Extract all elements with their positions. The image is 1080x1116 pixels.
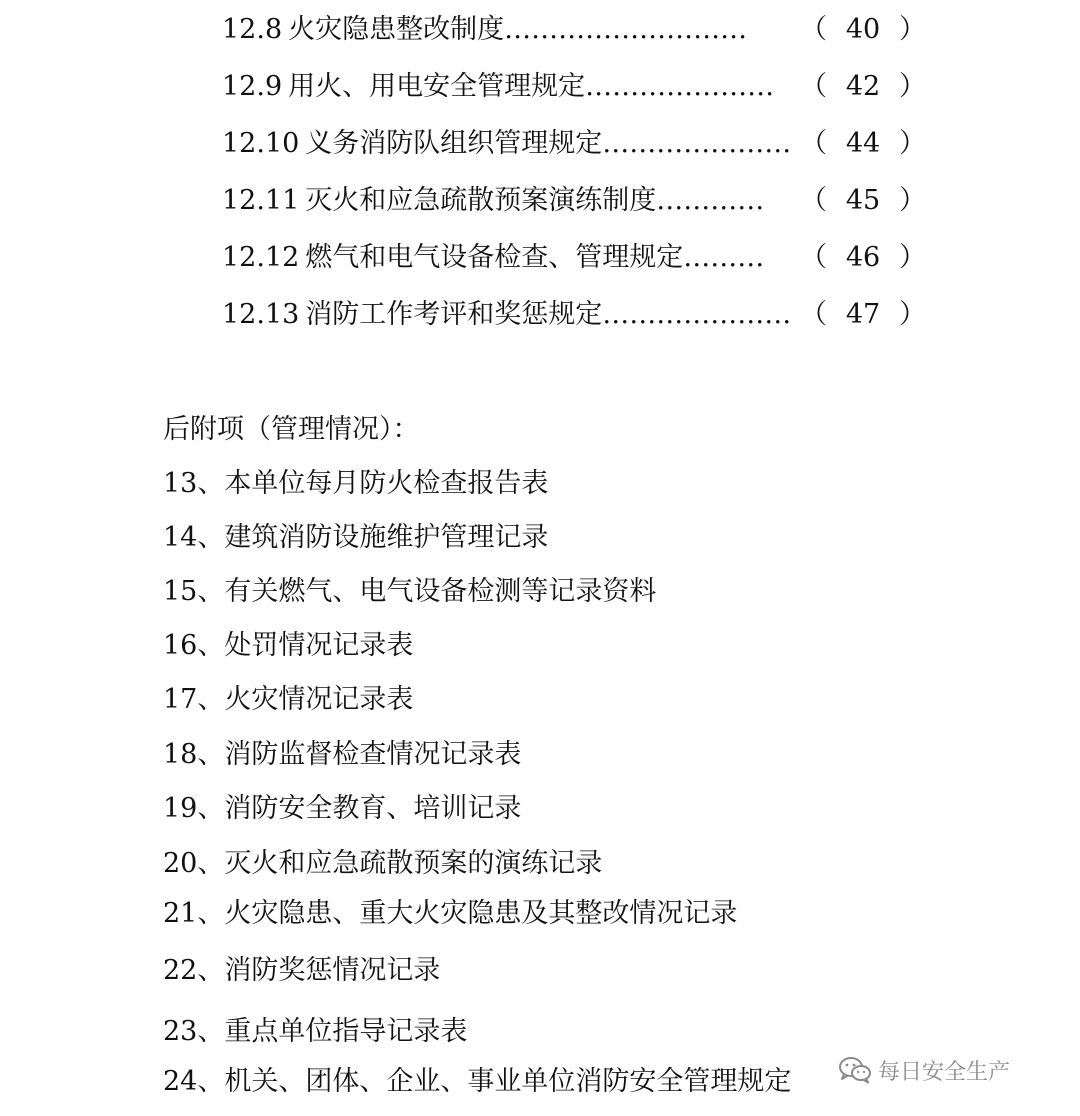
toc-leader-dots: …………………: [602, 128, 792, 159]
appendix-item: 13、本单位每月防火检查报告表: [163, 468, 549, 499]
toc-page-number: 46: [845, 242, 881, 273]
toc-row-12-11: [222, 181, 926, 221]
appendix-item: 17、火灾情况记录表: [163, 684, 414, 715]
appendix-item: 19、消防安全教育、培训记录: [163, 793, 522, 824]
appendix-item: 16、处罚情况记录表: [163, 630, 414, 661]
toc-leader-dots: …………: [656, 185, 765, 216]
toc-page-ref: （ 42 ）: [800, 67, 926, 107]
toc-number: 12.9: [222, 71, 283, 102]
appendix-item: 14、建筑消防设施维护管理记录: [163, 522, 549, 553]
toc-page-number: 45: [845, 185, 881, 216]
toc-number: 12.8: [222, 14, 283, 45]
toc-number: 12.11: [222, 185, 300, 216]
watermark: [838, 1052, 1010, 1088]
toc-row-12-13: [222, 295, 926, 335]
toc-leader-dots: ………: [683, 242, 765, 273]
toc-page-number: 44: [845, 128, 881, 159]
toc-page-ref: （ 47 ）: [800, 295, 926, 335]
toc-page-number: 42: [845, 71, 881, 102]
toc-title: 用火、用电安全管理规定: [288, 71, 586, 102]
toc-leader-dots: …………………: [602, 299, 792, 330]
appendix-item: 18、消防监督检查情况记录表: [163, 739, 522, 770]
toc-title: 灭火和应急疏散预案演练制度: [305, 185, 657, 216]
toc-title: 义务消防队组织管理规定: [305, 128, 603, 159]
toc-title: 消防工作考评和奖惩规定: [305, 299, 603, 330]
appendix-item: 21、火灾隐患、重大火灾隐患及其整改情况记录: [163, 898, 738, 929]
toc-number: 12.13: [222, 299, 300, 330]
toc-row-12-8: [222, 10, 926, 50]
appendix-item: 22、消防奖惩情况记录: [163, 955, 441, 986]
appendix-item: 15、有关燃气、电气设备检测等记录资料: [163, 576, 657, 607]
toc-page-ref: （ 40 ）: [800, 10, 926, 50]
appendix-item: 20、灭火和应急疏散预案的演练记录: [163, 848, 603, 879]
toc-row-12-10: [222, 124, 926, 164]
toc-page-number: 40: [845, 14, 881, 45]
toc-number: 12.12: [222, 242, 300, 273]
toc-page-ref: （ 44 ）: [800, 124, 926, 164]
appendix-heading: 后附项（管理情况）：: [163, 414, 420, 445]
toc-leader-dots: ………………………: [504, 14, 748, 45]
toc-page-ref: （ 46 ）: [800, 238, 926, 278]
appendix-item: 23、重点单位指导记录表: [163, 1016, 468, 1047]
watermark-text: 每日安全生产: [878, 1059, 1011, 1085]
toc-page-ref: （ 45 ）: [800, 181, 926, 221]
toc-row-12-12: [222, 238, 926, 278]
toc-title: 火灾隐患整改制度: [288, 14, 505, 45]
toc-title: 燃气和电气设备检查、管理规定: [305, 242, 684, 273]
toc-row-12-9: [222, 67, 926, 107]
toc-page-number: 47: [845, 299, 881, 330]
wechat-icon: [838, 1056, 872, 1084]
appendix-item: 24、机关、团体、企业、事业单位消防安全管理规定: [163, 1066, 792, 1097]
toc-leader-dots: …………………: [585, 71, 775, 102]
toc-number: 12.10: [222, 128, 300, 159]
